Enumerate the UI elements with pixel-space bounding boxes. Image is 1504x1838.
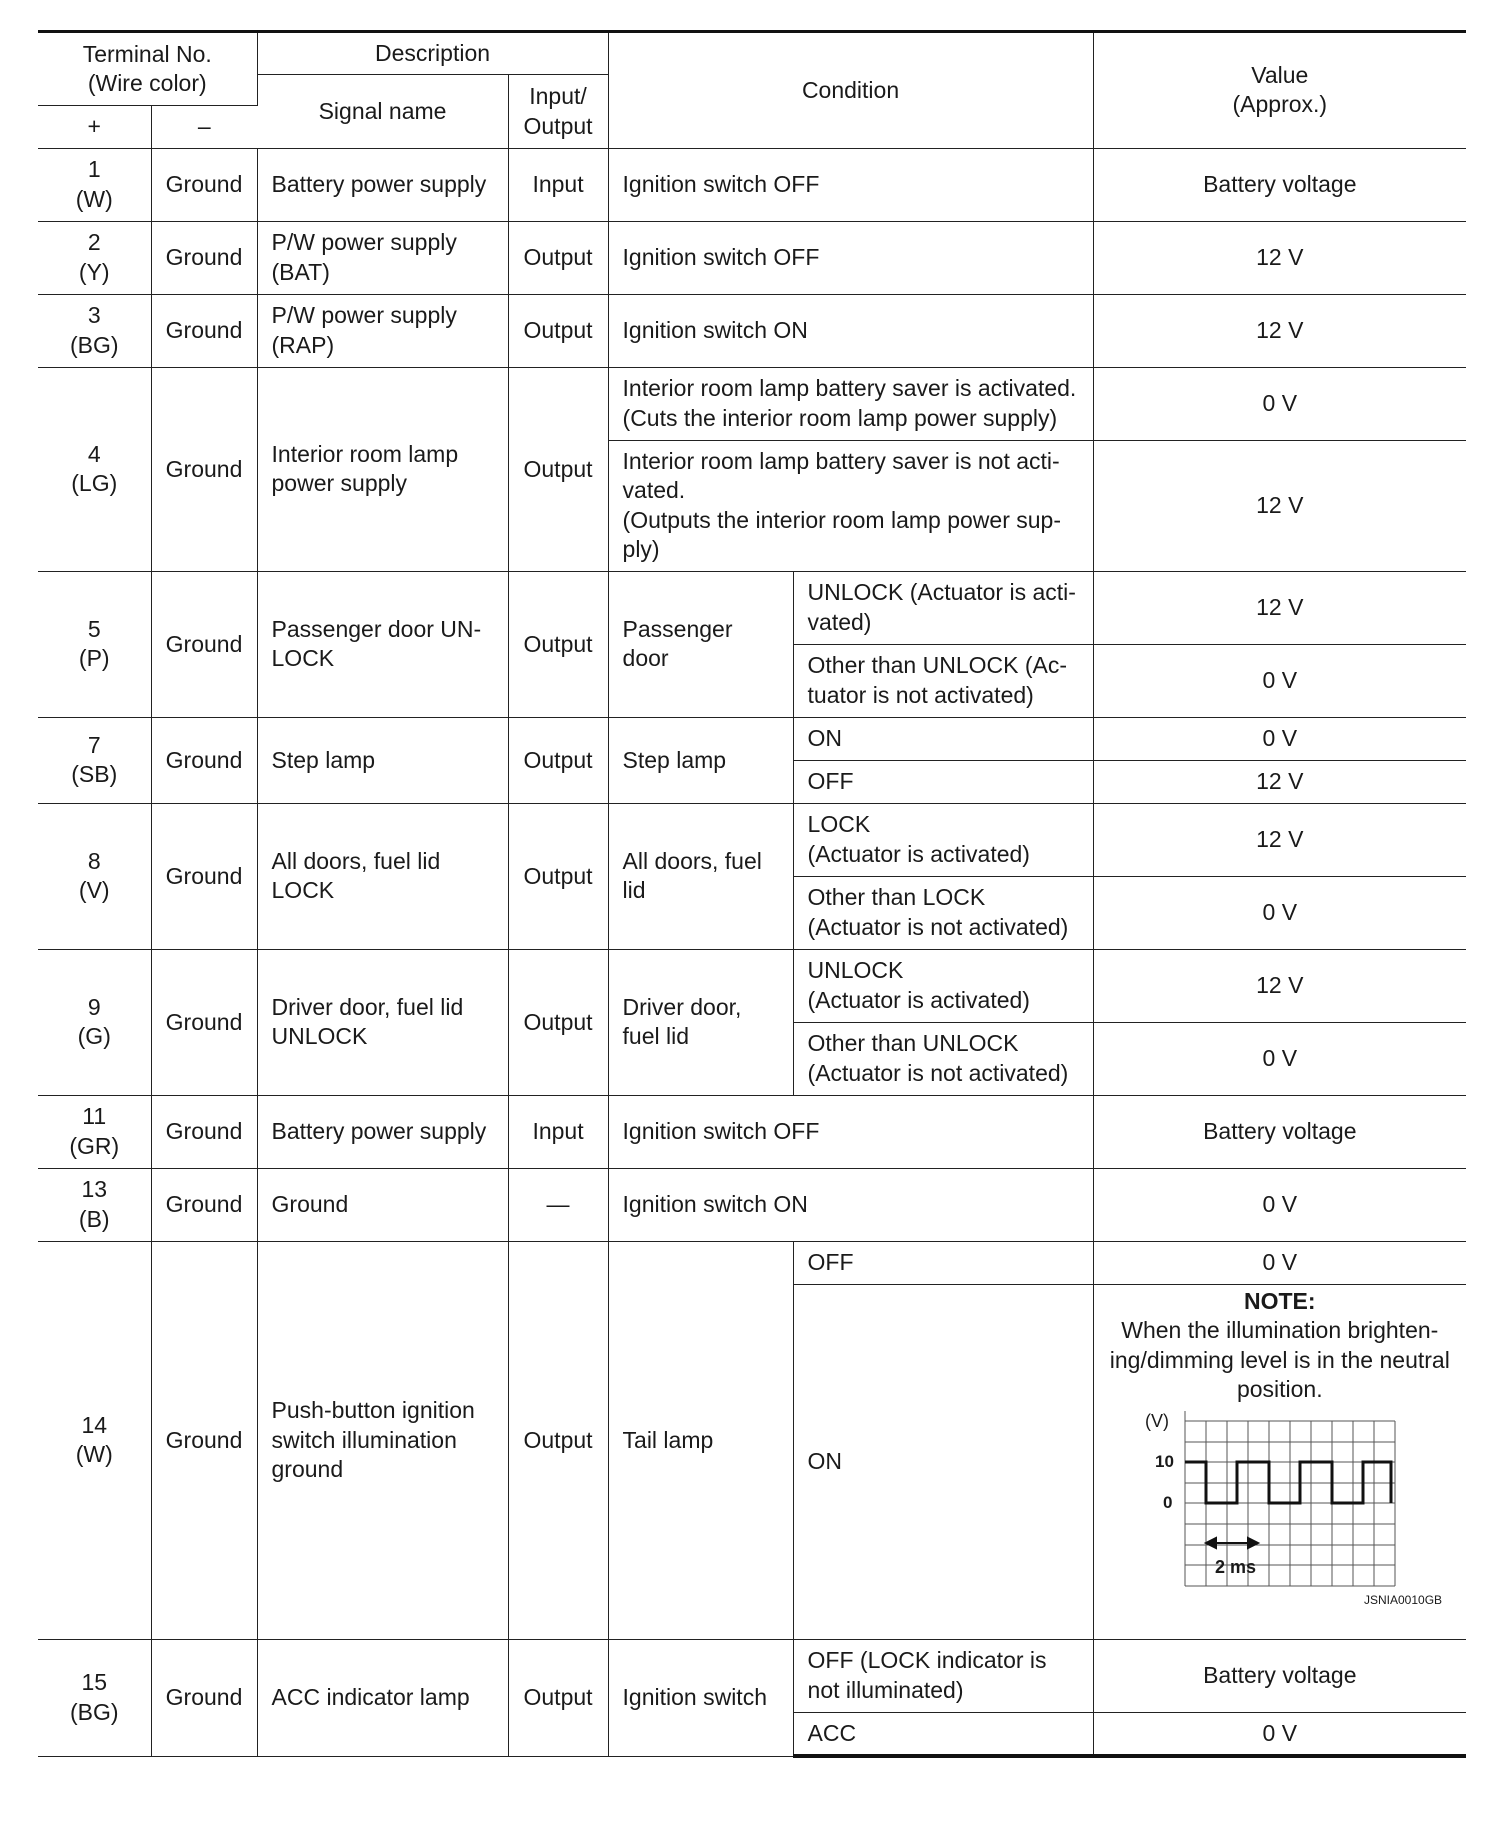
signal-cell: Push-button ignition switch illumination ground <box>257 1241 508 1639</box>
io-cell: Output <box>508 949 608 1095</box>
signal-cell: All doors, fuel lid LOCK <box>257 803 508 949</box>
signal-cell: Passenger door UN- LOCK <box>257 571 508 717</box>
signal-cell: Step lamp <box>257 717 508 803</box>
sub-condition-cell: ACC <box>793 1712 1093 1756</box>
input-output-header: Input/ Output <box>508 75 608 148</box>
terminal-cell: 5 (P) <box>38 571 151 717</box>
io-cell: Output <box>508 221 608 294</box>
terminal-cell: 4 (LG) <box>38 367 151 571</box>
note-line: When the illumination brighten- <box>1121 1317 1439 1344</box>
ground-cell: Ground <box>151 1095 257 1168</box>
io-cell: Input <box>508 148 608 221</box>
value-cell: 12 V <box>1093 760 1466 803</box>
ground-cell: Ground <box>151 221 257 294</box>
terminal-cell: 2 (Y) <box>38 221 151 294</box>
sub-condition-cell: Other than UNLOCK (Actuator is not activated) <box>793 1022 1093 1095</box>
condition-header: Condition <box>608 32 1093 149</box>
sub-condition-cell: ON <box>793 1284 1093 1639</box>
table-row <box>38 148 1466 221</box>
table-row <box>38 1241 1466 1284</box>
table-row <box>38 367 1466 440</box>
table-row <box>38 571 1466 644</box>
condition-cell: Interior room lamp battery saver is activated. (Cuts the interior room lamp power supply) <box>608 367 1093 440</box>
period-marker <box>1206 1538 1258 1548</box>
sub-condition-cell: Other than LOCK (Actuator is not activated) <box>793 876 1093 949</box>
wave-unit-label: (V) <box>1144 1410 1169 1431</box>
note-line: ing/dimming level is in the neutral <box>1109 1346 1450 1373</box>
sub-condition-cell: LOCK (Actuator is activated) <box>793 803 1093 876</box>
ground-cell: Ground <box>151 949 257 1095</box>
table-row <box>38 221 1466 294</box>
condition-cell: Ignition switch ON <box>608 294 1093 367</box>
io-cell: Output <box>508 367 608 571</box>
value-cell: 0 V <box>1093 1241 1466 1284</box>
terminal-cell: 8 (V) <box>38 803 151 949</box>
terminal-cell: 15 (BG) <box>38 1639 151 1756</box>
value-cell: 0 V <box>1093 717 1466 760</box>
table-row <box>38 717 1466 760</box>
ground-cell: Ground <box>151 1241 257 1639</box>
condition-cell: Interior room lamp battery saver is not acti- vated. (Outputs the interior room lamp power sup- ply) <box>608 440 1093 571</box>
terminal-cell: 1 (W) <box>38 148 151 221</box>
sub-condition-cell: ON <box>793 717 1093 760</box>
ground-cell: Ground <box>151 294 257 367</box>
value-cell: 0 V <box>1093 644 1466 717</box>
ground-cell: Ground <box>151 367 257 571</box>
ground-cell: Ground <box>151 803 257 949</box>
condition-cell: Ignition switch <box>608 1639 793 1756</box>
terminal-cell: 3 (BG) <box>38 294 151 367</box>
condition-cell: Ignition switch ON <box>608 1168 1093 1241</box>
signal-cell: P/W power supply (BAT) <box>257 221 508 294</box>
signal-cell: Driver door, fuel lid UNLOCK <box>257 949 508 1095</box>
signal-cell: Battery power supply <box>257 1095 508 1168</box>
io-cell: Output <box>508 717 608 803</box>
value-cell: 12 V <box>1093 949 1466 1022</box>
wave-high-label: 10 <box>1154 1451 1174 1471</box>
value-cell: Battery voltage <box>1093 1095 1466 1168</box>
square-wave-graph <box>1145 1411 1415 1591</box>
sub-condition-cell: UNLOCK (Actuator is activated) <box>793 949 1093 1022</box>
description-header: Description <box>257 32 608 75</box>
table-row <box>38 294 1466 367</box>
condition-cell: Step lamp <box>608 717 793 803</box>
io-cell: Output <box>508 571 608 717</box>
value-cell-waveform <box>1093 1284 1466 1639</box>
value-cell: 12 V <box>1093 221 1466 294</box>
terminal-cell: 11 (GR) <box>38 1095 151 1168</box>
io-cell: Output <box>508 294 608 367</box>
signal-cell: Interior room lamp power supply <box>257 367 508 571</box>
ground-cell: Ground <box>151 717 257 803</box>
sub-condition-cell: OFF (LOCK indicator is not illuminated) <box>793 1639 1093 1712</box>
value-cell: 12 V <box>1093 571 1466 644</box>
value-cell: 0 V <box>1093 876 1466 949</box>
signal-cell: Battery power supply <box>257 148 508 221</box>
io-cell: Output <box>508 803 608 949</box>
condition-cell: Tail lamp <box>608 1241 793 1639</box>
value-cell: 12 V <box>1093 803 1466 876</box>
io-cell: Output <box>508 1639 608 1756</box>
condition-cell: Passenger door <box>608 571 793 717</box>
minus-header: – <box>151 106 257 148</box>
terminal-cell: 7 (SB) <box>38 717 151 803</box>
condition-cell: Driver door, fuel lid <box>608 949 793 1095</box>
value-cell: 0 V <box>1093 1022 1466 1095</box>
signal-cell: ACC indicator lamp <box>257 1639 508 1756</box>
note-title: NOTE: <box>1244 1287 1316 1314</box>
table-row <box>38 1168 1466 1241</box>
io-cell: Input <box>508 1095 608 1168</box>
ground-cell: Ground <box>151 571 257 717</box>
value-cell: Battery voltage <box>1093 1639 1466 1712</box>
table-row <box>38 949 1466 1022</box>
ground-cell: Ground <box>151 1639 257 1756</box>
value-header: Value (Approx.) <box>1093 32 1466 149</box>
ground-cell: Ground <box>151 148 257 221</box>
terminal-cell: 13 (B) <box>38 1168 151 1241</box>
io-cell: Output <box>508 1241 608 1639</box>
table-row <box>38 1639 1466 1712</box>
value-cell: 12 V <box>1093 294 1466 367</box>
wave-period-label: 2 ms <box>1214 1556 1256 1577</box>
terminal-cell: 14 (W) <box>38 1241 151 1639</box>
ground-cell: Ground <box>151 1168 257 1241</box>
signal-cell: P/W power supply (RAP) <box>257 294 508 367</box>
condition-cell: Ignition switch OFF <box>608 148 1093 221</box>
signal-name-header: Signal name <box>257 75 508 148</box>
wave-low-label: 0 <box>1162 1492 1173 1512</box>
note-line: position. <box>1236 1376 1323 1403</box>
sub-condition-cell: UNLOCK (Actuator is acti- vated) <box>793 571 1093 644</box>
table-row <box>38 803 1466 876</box>
condition-cell: All doors, fuel lid <box>608 803 793 949</box>
terminal-no-header: Terminal No. (Wire color) <box>38 32 257 106</box>
signal-cell: Ground <box>257 1168 508 1241</box>
sub-condition-cell: OFF <box>793 760 1093 803</box>
terminal-cell: 9 (G) <box>38 949 151 1095</box>
sub-condition-cell: OFF <box>793 1241 1093 1284</box>
figure-id: JSNIA0010GB <box>1363 1592 1443 1607</box>
condition-cell: Ignition switch OFF <box>608 1095 1093 1168</box>
table-row <box>38 1095 1466 1168</box>
value-cell: 12 V <box>1093 440 1466 571</box>
value-cell: Battery voltage <box>1093 148 1466 221</box>
io-cell: — <box>508 1168 608 1241</box>
condition-cell: Ignition switch OFF <box>608 221 1093 294</box>
value-cell: 0 V <box>1093 1712 1466 1756</box>
plus-header: + <box>38 106 151 148</box>
terminal-spec-table <box>38 30 1466 1758</box>
value-cell: 0 V <box>1093 367 1466 440</box>
sub-condition-cell: Other than UNLOCK (Ac- tuator is not activated) <box>793 644 1093 717</box>
value-cell: 0 V <box>1093 1168 1466 1241</box>
